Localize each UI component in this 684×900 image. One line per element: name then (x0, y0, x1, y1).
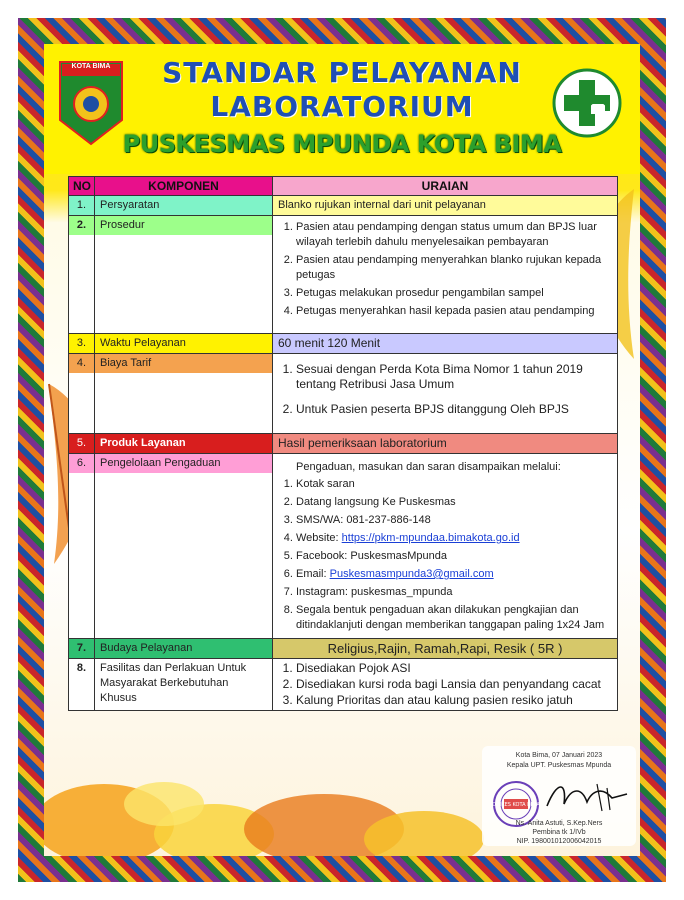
list-item: 8. Segala bentuk pengaduan akan dilakukan pengkajian dan ditindaklanjuti dengan memberikan tanggapan paling 1x24 Jam (296, 603, 612, 633)
list-item: 1. Sesuai dengan Perda Kota Bima Nomor 1 tahun 2019 tentang Retribusi Jasa Umum (296, 362, 612, 392)
list-item: 1. Kotak saran (296, 477, 612, 492)
list-item: 4. Petugas menyerahkan hasil kepada pasien atau pendamping (296, 304, 612, 319)
row-uraian: 60 menit 120 Menit (273, 334, 618, 354)
signature-block (482, 746, 636, 846)
signature-place-date: Kota Bima, 07 Januari 2023 (515, 752, 603, 759)
row-uraian: Blanko rujukan internal dari unit pelayanan (273, 196, 618, 216)
header (44, 44, 640, 174)
row-no: 5. (69, 434, 95, 454)
table-row (69, 659, 618, 711)
page-title-line2: LABORATORIUM (210, 90, 474, 123)
complaint-intro: Pengaduan, masukan dan saran disampaikan melalui: (296, 461, 561, 473)
row-uraian: Religius,Rajin, Ramah,Rapi, Resik ( 5R ) (273, 639, 618, 659)
table-row (69, 434, 618, 454)
signature-name: Ns. Anita Astuti, S.Kep.Ners (515, 820, 603, 827)
row-komponen: Budaya Pelayanan (95, 639, 273, 659)
header-no: NO (69, 177, 95, 196)
page-subtitle: PUSKESMAS MPUNDA KOTA BIMA (122, 130, 562, 158)
row-uraian (273, 216, 618, 334)
list-item: 2. Untuk Pasien peserta BPJS ditanggung Oleh BPJS (296, 402, 612, 417)
row-no: 1. (69, 196, 95, 216)
table-row (69, 334, 618, 354)
row-no: 4. (69, 354, 95, 434)
row-no: 7. (69, 639, 95, 659)
list-item: 7. Instagram: puskesmas_mpunda (296, 585, 612, 600)
row-uraian (273, 659, 618, 711)
list-item: 2. Pasien atau pendamping menyerahkan blanko rujukan kepada petugas (296, 253, 612, 283)
header-komponen: KOMPONEN (95, 177, 273, 196)
signature-nip: NIP. 198001012006042015 (516, 838, 602, 845)
table-row (69, 639, 618, 659)
list-item: 1. Pasien atau pendamping dengan status umum dan BPJS luar wilayah terlebih dahulu menyelesaikan pembayaran (296, 220, 612, 250)
list-item: 2. Disediakan kursi roda bagi Lansia dan penyandang cacat (296, 677, 612, 692)
list-item: 3. Petugas melakukan prosedur pengambilan sampel (296, 286, 612, 301)
row-komponen: Prosedur (95, 216, 273, 334)
list-item: 2. Datang langsung Ke Puskesmas (296, 495, 612, 510)
row-no: 3. (69, 334, 95, 354)
poster-body (44, 44, 640, 856)
email-link[interactable]: Puskesmasmpunda3@gmail.com (329, 568, 494, 580)
row-uraian (273, 354, 618, 434)
row-uraian: Hasil pemeriksaan laboratorium (273, 434, 618, 454)
row-komponen: Persyaratan (95, 196, 273, 216)
header-uraian: URAIAN (273, 177, 618, 196)
list-item: 1. Disediakan Pojok ASI (296, 661, 612, 676)
logo-left-label: KOTA BIMA (71, 63, 111, 70)
stamp-label: DINKES KOTA BIMA (492, 802, 540, 808)
list-item: 6. Email: Puskesmasmpunda3@gmail.com (296, 567, 612, 582)
signature-position: Kepala UPT. Puskesmas Mpunda (506, 762, 612, 769)
row-komponen: Biaya Tarif (95, 354, 273, 434)
website-link[interactable]: https://pkm-mpundaa.bimakota.go.id (341, 532, 520, 544)
row-no: 2. (69, 216, 95, 334)
row-komponen: Waktu Pelayanan (95, 334, 273, 354)
signature-rank: Pembina tk 1/IVb (532, 829, 586, 836)
table-row (69, 216, 618, 334)
page-title-line1: STANDAR PELAYANAN (162, 56, 522, 89)
list-item: 3. SMS/WA: 081-237-886-148 (296, 513, 612, 528)
table-row (69, 196, 618, 216)
row-komponen: Fasilitas dan Perlakuan Untuk Masyarakat Berkebutuhan Khusus (95, 659, 273, 711)
list-item: 4. Website: https://pkm-mpundaa.bimakota.go.id (296, 531, 612, 546)
puskesmas-cross-logo-icon (552, 68, 622, 138)
table-header-row (69, 177, 618, 196)
handwritten-signature-icon (542, 776, 632, 816)
row-komponen: Pengelolaan Pengaduan (95, 454, 273, 639)
poster-border (18, 18, 666, 882)
list-item: 3. Kalung Prioritas dan atau kalung pasien resiko jatuh (296, 693, 612, 708)
table-row (69, 354, 618, 434)
row-komponen: Produk Layanan (95, 434, 273, 454)
service-standard-table (68, 176, 618, 711)
list-item: 5. Facebook: PuskesmasMpunda (296, 549, 612, 564)
row-no: 6. (69, 454, 95, 639)
row-no: 8. (69, 659, 95, 711)
row-uraian (273, 454, 618, 639)
table-row (69, 454, 618, 639)
